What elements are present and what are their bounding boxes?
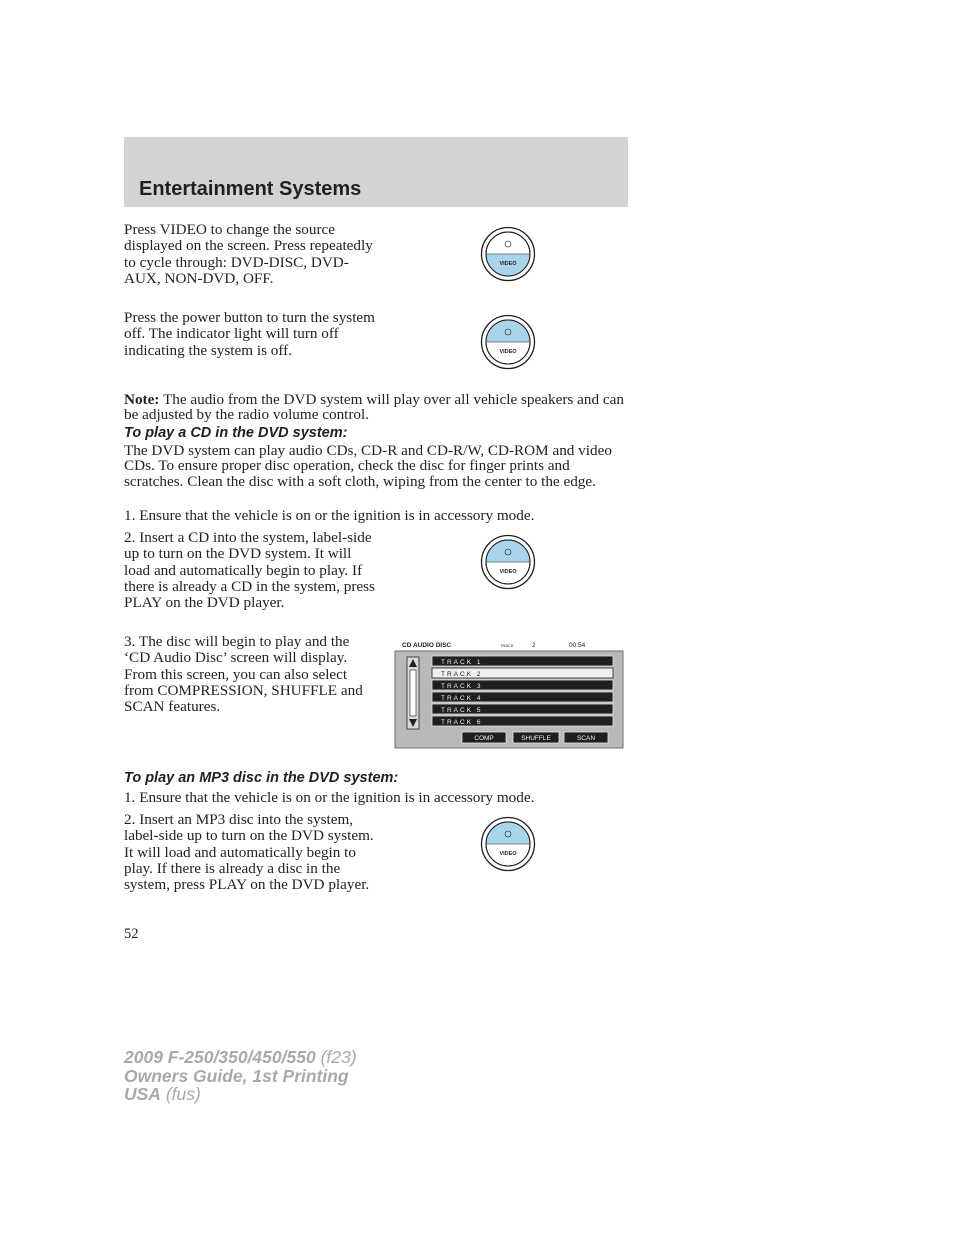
video-button-label: VIDEO xyxy=(499,261,517,267)
document-footer xyxy=(124,1048,357,1104)
cd-track-label: TRACK 1 xyxy=(441,659,483,666)
cd-track-label: TRACK 4 xyxy=(441,695,483,702)
cd-track-row xyxy=(432,656,613,666)
footer-line-2: Owners Guide, 1st Printing xyxy=(124,1065,349,1086)
video-button-label: VIDEO xyxy=(499,569,517,575)
note-label: Note: xyxy=(124,391,160,408)
cd-section-heading: To play a CD in the DVD system: xyxy=(124,425,348,441)
cd-step-1: 1. Ensure that the vehicle is on or the ignition is in accessory mode. xyxy=(124,507,535,524)
video-source-paragraph: Press VIDEO to change the source displayed on the screen. Press repeatedly to cycle through: DVD-DISC, DVD-AUX, NON-DVD, OFF. xyxy=(124,221,373,287)
cd-step-3: 3. The disc will begin to play and the ‘CD Audio Disc’ screen will display. From this screen, you can also select from COMPRESSION, SHUFFLE and SCAN features. xyxy=(124,633,363,716)
note-text: The audio from the DVD system will play over all vehicle speakers and can be adjusted by the radio volume control. xyxy=(124,391,624,424)
video-button-label: VIDEO xyxy=(499,349,517,355)
cd-track-row xyxy=(432,668,613,678)
cd-screen-title: CD AUDIO DISC xyxy=(402,642,452,649)
note-paragraph xyxy=(124,392,629,423)
cd-screen-track-label: TRACK xyxy=(500,643,514,648)
cd-track-label: TRACK 6 xyxy=(441,719,483,726)
footer-line-1: 2009 F-250/350/450/550 (f23) xyxy=(124,1047,357,1067)
scan-button xyxy=(564,732,608,743)
video-button-label: VIDEO xyxy=(499,851,517,857)
power-off-paragraph: Press the power button to turn the system off. The indicator light will turn off indicating the system is off. xyxy=(124,309,375,359)
cd-audio-disc-screen xyxy=(394,637,624,749)
cd-intro-paragraph: The DVD system can play audio CDs, CD-R and CD-R/W, CD-ROM and video CDs. To ensure proper disc operation, check the disc for finger prints and scratches. Clean the disc with a soft cloth, wiping from the center to the edge. xyxy=(124,442,612,490)
cd-track-row xyxy=(432,680,613,690)
mp3-section-heading: To play an MP3 disc in the DVD system: xyxy=(124,770,399,786)
section-title: Entertainment Systems xyxy=(139,178,362,200)
section-header-band xyxy=(124,137,628,207)
comp-button xyxy=(462,732,506,743)
footer-line-3: USA (fus) xyxy=(124,1084,201,1104)
cd-track-row xyxy=(432,716,613,726)
scan-button-label: SCAN xyxy=(576,735,596,742)
video-button-icon xyxy=(480,226,536,282)
shuffle-button xyxy=(513,732,559,743)
cd-screen-time: 00:54 xyxy=(569,642,586,649)
shuffle-button-label: SHUFFLE xyxy=(521,735,551,742)
video-button-icon xyxy=(480,534,536,590)
cd-track-label: TRACK 2 xyxy=(441,671,483,678)
page-number: 52 xyxy=(124,926,139,942)
cd-track-row xyxy=(432,692,613,702)
cd-step-2: 2. Insert a CD into the system, label-side up to turn on the DVD system. It will load and automatically begin to play. If there is already a CD in the system, press PLAY on the DVD player. xyxy=(124,529,375,612)
comp-button-label: COMP xyxy=(474,735,494,742)
cd-track-label: TRACK 5 xyxy=(441,707,483,714)
cd-track-label: TRACK 3 xyxy=(441,683,483,690)
mp3-step-1: 1. Ensure that the vehicle is on or the ignition is in accessory mode. xyxy=(124,789,535,806)
video-button-icon xyxy=(480,816,536,872)
cd-track-row xyxy=(432,704,613,714)
video-button-icon xyxy=(480,314,536,370)
cd-screen-track-number: 2 xyxy=(532,642,536,649)
mp3-step-2: 2. Insert an MP3 disc into the system, label-side up to turn on the DVD system. It will load and automatically begin to play. If there is already a disc in the system, press PLAY on the DVD player. xyxy=(124,811,374,894)
